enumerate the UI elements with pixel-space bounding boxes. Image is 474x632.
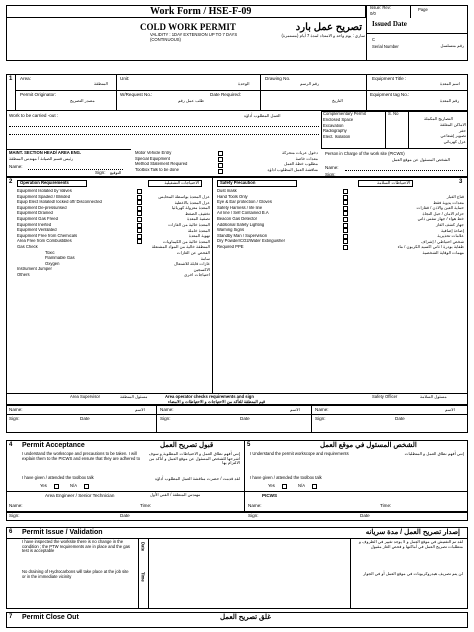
op-checkbox-5[interactable] <box>137 211 142 216</box>
safety-eye-ear-ar: حماية العين والأذن / قفازات <box>416 206 464 211</box>
op-checkbox-8[interactable] <box>137 228 142 233</box>
permit-issue-title: Permit Issue / Validation <box>22 529 103 536</box>
picws-section-title-ar: الشخص المسئول في موقع العمل <box>320 442 417 449</box>
op-checkbox-7[interactable] <box>137 223 142 228</box>
s2-sign-label-1: Sign: <box>9 416 20 421</box>
vehicle-entry-ar: دخول عربات متحركة <box>282 151 318 155</box>
safety-lighting-ar: إضاءة إضافية <box>441 228 464 233</box>
vehicle-entry: Motor Vehicle Entry <box>135 151 172 155</box>
s5-name-label: Name: <box>248 503 262 508</box>
op-item-elect: Equip Elect Isolated/ locked off/ Disconnected <box>17 200 102 205</box>
work-to-be-carried-label-ar: العمل المطلوب أداؤه <box>244 113 281 118</box>
unit-label: Unit: <box>120 76 130 81</box>
section-2-number: 2 <box>9 179 13 185</box>
op-req-header: Operation Requirements <box>17 180 87 187</box>
op-item-spaded-ar: عزل المعدة بالأغطية <box>174 200 210 205</box>
toolbox-na-checkbox[interactable] <box>84 484 89 489</box>
s4-date-label: Date <box>120 513 130 518</box>
permit-originator-label: Permit Originator: <box>20 92 56 97</box>
permit-title-ar: تصريح عمل بارد <box>295 22 362 33</box>
work-to-be-carried-label: Work to be carried -out : <box>9 113 59 118</box>
op-item-drained-ar: تصفية المعدة <box>187 217 210 222</box>
permit-close-out-title-ar: غلق تصريح العمل <box>220 614 271 621</box>
op-item-drained: Equipment Drained <box>17 211 53 216</box>
s2-name-col-b <box>311 405 312 433</box>
op-checkbox-1[interactable] <box>137 189 142 194</box>
safety-extinguisher-ar: طفاية بودرة / ثاني أكسيد الكربون / ماء <box>397 245 464 250</box>
safety-checkbox-1[interactable] <box>343 189 348 194</box>
op-others: Others <box>17 272 30 277</box>
issued-date-label: Issued Date <box>372 20 407 28</box>
s1-col-b <box>260 74 261 110</box>
area-supervisor-label: Area Supervisor <box>70 394 101 399</box>
vehicle-list <box>135 151 225 173</box>
comp-item-radiography: Radiography <box>323 129 347 134</box>
s2-col-mid <box>212 177 213 393</box>
picws-understand-text-ar: إنني أفهم نطاق العمل و المتطلبات <box>404 451 464 456</box>
safety-extinguisher: Dry Powder/CO2/Water Extinguisher <box>217 239 286 244</box>
picws-footer-label: PICWS <box>262 493 278 498</box>
gas-check-ar: الفحص عن الغازات <box>176 250 210 255</box>
op-checkbox-9[interactable] <box>137 234 142 239</box>
safety-hand-tools: Hand Tools Only <box>217 194 248 199</box>
picws-label-ar: الشخص المسئول عن موقع العمل <box>391 157 450 162</box>
op-item-combustibles: Area Free from Combustibles <box>17 239 72 244</box>
s2-name-divider <box>6 414 468 415</box>
section-7-number: 7 <box>9 614 13 620</box>
section-1-number: 1 <box>9 76 13 82</box>
comp-item-isolation: Elect. Isolation <box>323 134 351 139</box>
s2-name-col-a <box>156 405 157 433</box>
op-item-valves-ar: عزل المعدة بواسطة المحابس <box>158 195 210 199</box>
safety-checkbox-9[interactable] <box>343 234 348 239</box>
safety-list <box>217 189 341 251</box>
section-6-number: 6 <box>9 529 13 535</box>
op-item-inerted: Equipment Inerted <box>17 222 52 227</box>
s4-sign-label: Sign: <box>9 513 20 518</box>
picws-label: Person in Charge of the work site (PICWS) <box>325 151 405 156</box>
s6-col-c <box>350 538 351 609</box>
comp-item-enclosed: Enclosed Space <box>323 118 354 122</box>
equipment-tag-label-ar: رقم المعدة <box>440 98 460 103</box>
validity-text-ar: ساري : يوم واحد و الامتداد لمدة 7 أيام (مستمرة) <box>281 33 365 38</box>
section-5-number: 5 <box>247 442 251 448</box>
s4-sign-row <box>6 512 468 521</box>
picws-name-line <box>345 170 463 171</box>
page-cell <box>410 5 411 18</box>
wr-no-label: W/Request No.: <box>120 92 153 97</box>
method-statement-ar: مطلوب خطة العمل <box>284 162 318 167</box>
comp-permit-sno: S. No <box>388 111 399 116</box>
gas-oxygen-ar: الأكسجين <box>193 267 210 272</box>
safety-checkbox-4[interactable] <box>343 206 348 211</box>
area-label: Area: <box>20 76 31 81</box>
toolbox-text: I have given / attended the toolbox talk <box>22 475 94 480</box>
validity-text: VALIDITY : 1DAY EXTENSION UP TO 7 DAYS (CONTINUOUS) <box>150 32 238 42</box>
s2-name-label-3-ar: الاسم <box>445 407 455 412</box>
safety-checkbox-3[interactable] <box>343 200 348 205</box>
no-drain-text-ar: لن يتم تصريف هيدروكربونات في موقع العمل أو في الجوار <box>363 571 463 576</box>
comp-col-b <box>408 111 409 149</box>
area-engineer-label: Area Engineer / Senior Technician <box>45 493 115 498</box>
toolbox-talk-ar: مناقشة العمل المطلوب أداؤه <box>267 167 318 172</box>
area-op-checks-label: Area operator checks requirements and sign <box>165 394 254 399</box>
area-supervisor-label-ar: مسئول المنطقة <box>120 394 148 399</box>
safety-checkbox-10[interactable] <box>343 239 348 244</box>
toolbox-talk: Toolbox Talk to be done <box>135 167 179 172</box>
serial-label: Serial Number <box>372 44 399 49</box>
gas-flammable-ar: غازات قابلة للاشتعال <box>174 262 210 267</box>
toolbox-yes-checkbox[interactable] <box>54 484 59 489</box>
s2-sign-label-2: Sign: <box>160 416 171 421</box>
s6-date-col: Date <box>140 542 146 552</box>
work-line-2 <box>9 134 319 135</box>
op-item-gas-freed: Equipment Gas Freed <box>17 216 58 221</box>
op-item-depressurised-ar: تخفيف الضغط <box>185 211 210 216</box>
maint-name-label: Name: <box>9 164 23 169</box>
op-req-list <box>17 189 141 279</box>
op-item-inerted-ar: المعدة خاملة <box>187 228 210 233</box>
s6-col-a <box>138 538 139 609</box>
s2-name-label-1-ar: الاسم <box>135 407 145 412</box>
s2-name-label-1: Name: <box>9 407 23 412</box>
safety-checkboxes <box>343 189 351 251</box>
safety-precaution-header-ar: الاحتياطات السلامة <box>358 180 413 187</box>
comp-item-isolation-ar: عزل كهربائي <box>443 139 466 144</box>
maint-head-label: MAINT. SECTION HEAD/ AREA ENG. <box>9 150 82 155</box>
section-4-number: 4 <box>9 442 13 448</box>
s5-sign-label: Sign: <box>248 513 259 518</box>
picws-understand-text: I Understand the permit workscope and requirements <box>250 451 349 456</box>
s4-time-label: Time: <box>140 503 152 508</box>
permit-issue-title-ar: إصدار تصريح العمل / مدة سريانه <box>365 529 460 536</box>
gas-flammable: Flammable Gas <box>45 256 75 261</box>
gas-toxic-ar: سامة <box>200 256 210 261</box>
comp-permit-header: Complementary Permit <box>323 111 366 116</box>
method-statement: Method Statement Required <box>135 162 188 167</box>
safety-checkbox-8[interactable] <box>343 228 348 233</box>
issue-rev-value: 0/0 <box>370 11 376 16</box>
safety-ppe-ar: مهمات الوقاية الشخصية <box>422 250 464 255</box>
area-op-checks-label-ar: قيم المنطقة للتأكد من الاحتياجات و الاحتياطات و الامضاء <box>168 399 266 404</box>
vehicle-entry-checkbox[interactable] <box>218 151 223 156</box>
op-item-chemicals-ar: المعدة خالية من الكيماويات <box>163 239 210 244</box>
comp-item-enclosed-ar: الأماكن المغلقة <box>439 123 466 127</box>
unit-label-ar: الوحدة <box>238 81 250 86</box>
section-3-number: 3 <box>459 179 463 185</box>
op-req-list-ar <box>146 195 210 279</box>
permit-originator-label-ar: مصدر التصريح <box>70 98 95 103</box>
comp-permit-header-ar: التصاريح المكملة <box>424 116 453 121</box>
comp-permit-list-ar <box>410 123 466 145</box>
s2-date-label-1: Date <box>80 416 90 421</box>
op-checkbox-10[interactable] <box>137 239 142 244</box>
safety-standby-ar: شخص احتياطي / إشراف <box>421 239 464 244</box>
toolbox-text-ar: لقد قدمت / حضرت مناقشة العمل المطلوب أداؤه <box>155 476 240 481</box>
op-item-valves: Equipment Isolated by Valves <box>17 189 72 193</box>
no-drain-text: No draining of Hydrocarbons will take place at the job site or in the immediate vicinity <box>22 569 129 579</box>
equipment-title-label-ar: اسم المعدة <box>440 81 460 86</box>
safety-officer-label-ar: مسئول السلامة <box>420 394 447 399</box>
s2-date-label-2: Date <box>240 416 250 421</box>
comp-item-radiography-ar: تصوير إشعاعي <box>440 134 466 139</box>
op-checkbox-4[interactable] <box>137 206 142 211</box>
maint-sign-label-ar: التوقيع <box>110 170 122 175</box>
toolbox-yes-label: Yes <box>40 483 47 488</box>
area-engineer-label-ar: مهندس المنطقة / الفني الأول <box>150 492 201 497</box>
safety-gas-detector: Beacon Gas Detector <box>217 216 258 221</box>
gas-oxygen: Oxygen <box>45 261 60 266</box>
op-item-ventilated: Equipment Ventilated <box>17 228 57 233</box>
s6-col-b <box>148 538 149 609</box>
safety-checkbox-6[interactable] <box>343 217 348 222</box>
s5-time-label: Time: <box>380 503 392 508</box>
toolbox-na-label: N/A <box>70 483 77 488</box>
inspected-text-ar: لقد تم التفتيش في موقع العمل و لا يوجد تغيير في الظروف و متطلبات تصريح العمل في أماكنها و فحص الغاز مقبول <box>359 539 463 549</box>
op-checkbox-3[interactable] <box>137 200 142 205</box>
maint-sign-label: Sign: <box>95 170 106 175</box>
s2-sign-label-3: Sign: <box>315 416 326 421</box>
picws-toolbox-text: I have given / attended the toolbox talk <box>250 475 322 480</box>
drawing-no-label-ar: رقم الرسم <box>300 81 320 86</box>
header-right-divider <box>366 33 468 34</box>
picws-sign-label: Sign: <box>325 172 336 177</box>
safety-checkbox-5[interactable] <box>343 211 348 216</box>
gas-check-label: Gas Check <box>17 244 38 249</box>
safety-officer-label: Safety Officer <box>372 394 398 399</box>
op-item-spaded: Equipment Spaded / Blinded <box>17 194 71 199</box>
op-checkbox-2[interactable] <box>137 195 142 200</box>
s4-col-mid <box>244 440 245 512</box>
safety-checkbox-2[interactable] <box>343 195 348 200</box>
wr-no-label-ar: طلب عمل رقم <box>178 98 205 103</box>
header-divider-title <box>6 5 366 18</box>
form-title: Work Form / HSE-F-09 <box>150 6 252 17</box>
maint-name-line <box>28 169 123 170</box>
op-checkboxes <box>137 189 145 245</box>
picws-yes-checkbox[interactable] <box>282 484 287 489</box>
op-others-ar: احتياجات أخرى <box>184 273 210 278</box>
comp-permit-list <box>323 118 383 140</box>
safety-warning-signs-ar: علامات تحذيرية <box>437 234 464 239</box>
s6-time-col: Time <box>140 572 146 582</box>
safety-air-line-ar: خط هواء / جهاز تنفس ذاتي <box>417 217 464 222</box>
comp-item-excavation-ar: حفر <box>458 128 466 133</box>
s4-eng-row-top <box>6 491 244 492</box>
op-item-ventilated-ar: تهوية المعدة <box>188 234 210 239</box>
s1-row-div <box>16 90 468 91</box>
comp-item-excavation: Excavation <box>323 123 344 128</box>
special-equipment: Special Equipment <box>135 156 170 161</box>
c-label: C <box>372 37 376 42</box>
vehicle-list-ar <box>226 151 318 173</box>
s5-row-top <box>244 491 468 492</box>
special-equipment-ar: معدات خاصة <box>295 156 318 161</box>
picws-na-label: N/A <box>298 483 305 488</box>
s2-name-label-2-ar: الاسم <box>290 407 300 412</box>
work-line-1 <box>9 126 319 127</box>
s5-date-label: Date <box>360 513 370 518</box>
safety-dust-mask: Dust mask <box>217 189 237 193</box>
op-item-chemicals: Equipment Free from Chemicals <box>17 233 78 238</box>
equipment-tag-label: Equipment tag No.: <box>370 92 410 97</box>
safety-eye-ear: Eye & Ear protection / Gloves <box>217 200 272 205</box>
safety-standby: Standby Man / Supervision <box>217 233 268 238</box>
safety-air-line: Air line / Self Contained B.A <box>217 211 269 216</box>
safety-dust-mask-ar: قناع الغبار <box>446 195 464 199</box>
s1-col-a <box>116 74 117 110</box>
method-statement-checkbox[interactable] <box>218 163 223 168</box>
serial-label-ar: رقم متسلسل <box>440 43 464 48</box>
op-item-combustibles-ar: المنطقة خالية من المواد المشتعلة <box>151 245 210 250</box>
safety-hand-tools-ar: معدات يدوية فقط <box>433 200 464 205</box>
date-required-label: Date Required: <box>210 92 241 97</box>
picws-na-checkbox[interactable] <box>312 484 317 489</box>
safety-list-ar <box>352 195 464 257</box>
permit-title: COLD WORK PERMIT <box>140 22 236 32</box>
safety-warning-signs: Warning Signs <box>217 228 245 233</box>
safety-precaution-header: Safety Precaution <box>217 180 297 187</box>
safety-checkbox-7[interactable] <box>343 223 348 228</box>
safety-harness-ar: حزام الأمان / حبل النجاة <box>422 211 464 216</box>
special-equipment-checkbox[interactable] <box>218 157 223 162</box>
permit-acceptance-title-ar: قبول تصريح العمل <box>160 442 214 449</box>
toolbox-talk-checkbox[interactable] <box>218 169 223 174</box>
safety-harness: Safety Harness / life line <box>217 205 263 210</box>
maint-head-label-ar: رئيس قسم الصيانة / مهندس المنطقة <box>9 156 73 161</box>
safety-gas-detector-ar: جهاز كشف الغاز <box>436 222 464 227</box>
date-required-label-ar: التاريخ <box>332 98 343 103</box>
instrument-jumper: Instrument Jumper <box>17 267 52 272</box>
op-item-elect-ar: المعدة معزولة كهربائياً <box>171 206 210 211</box>
op-item-depressurised: Equipment De-pressurised <box>17 205 67 210</box>
gas-toxic: Toxic <box>45 250 55 255</box>
area-label-ar: المنطقة <box>94 81 108 86</box>
understand-text: I understand the workscope and precautions to be taken. I will explain them to the PICWS and ensure that they are adhered to <box>22 451 141 461</box>
s4-name-label: Name: <box>9 503 23 508</box>
safety-checkbox-11[interactable] <box>343 245 348 250</box>
picws-yes-label: Yes <box>268 483 275 488</box>
s2-name-label-3: Name: <box>315 407 329 412</box>
equipment-title-label: Equipment Title : <box>372 76 407 81</box>
page-label: Page <box>418 7 428 12</box>
understand-text-ar: إنني أفهم نطاق العمل و الاحتياطات المطلوبة و سوف أشرحها للشخص المسئول عن موقع العمل و أتأكد من الالتزام بها <box>148 451 240 466</box>
safety-lighting: Additional Safety Lighting <box>217 222 265 227</box>
picws-name-label: Name: <box>325 165 339 170</box>
op-item-gas-freed-ar: المعدة خالية من الغازات <box>168 222 210 227</box>
op-req-header-ar: الاحتياجات التشغيلية <box>148 180 202 187</box>
drawing-no-label: Drawing No. <box>265 76 291 81</box>
issue-rev-label: Issue: Rev: <box>370 5 391 10</box>
s2-date-label-3: Date <box>395 416 405 421</box>
s1-col-c <box>366 74 367 110</box>
comp-col-a <box>385 111 386 149</box>
s2-name-label-2: Name: <box>160 407 174 412</box>
permit-close-out-title: Permit Close Out <box>22 614 79 621</box>
permit-acceptance-title: Permit Acceptance <box>22 442 85 449</box>
safety-ppe: Required PPE <box>217 244 244 249</box>
section-1-numcol <box>6 74 16 110</box>
inspected-text: I have inspected the worksite there is no change in the condition ; the PTW requirements are in place and the gas test is acceptable <box>22 539 131 554</box>
op-checkbox-6[interactable] <box>137 217 142 222</box>
